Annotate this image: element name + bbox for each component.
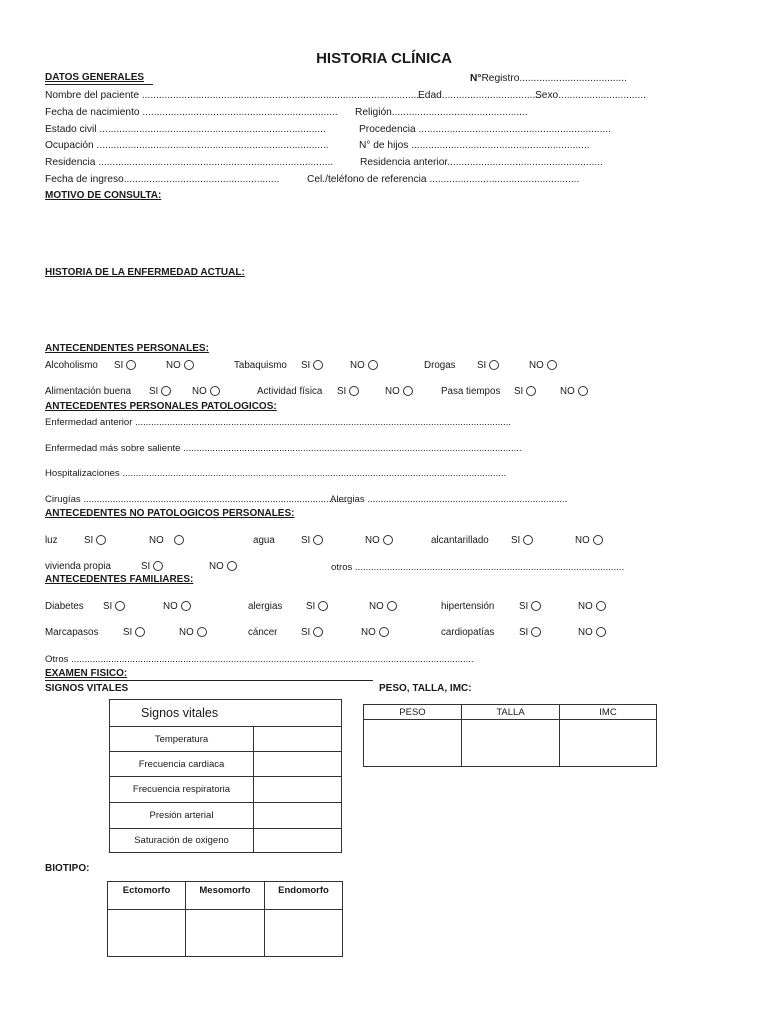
radio-icon (184, 360, 194, 370)
no-label: NO (560, 386, 575, 397)
peso-header: PESO (364, 705, 462, 720)
section-antecedentes-patologicos: ANTECEDENTES PERSONALES PATOLOGICOS: (45, 401, 277, 412)
marcapasos-label: Marcapasos (45, 627, 99, 638)
si-label: SI (477, 360, 487, 371)
section-examen-fisico: EXAMEN FISICO: (45, 668, 128, 679)
alcantarillado-no[interactable] (575, 534, 603, 547)
cirugias-field[interactable]: Cirugías ................................................................................................... (45, 494, 348, 505)
radio-icon (387, 601, 397, 611)
estado-civil-field[interactable]: Estado civil ................................................................................ (45, 124, 326, 135)
si-label: SI (301, 627, 311, 638)
vivienda-label: vivienda propia (45, 561, 111, 572)
otros-familiares-field[interactable]: Otros ....................................................................................................................................................... (45, 654, 474, 665)
hipertension-no[interactable] (578, 600, 606, 613)
alergias-field[interactable]: Alergias ........................................................................... (330, 494, 568, 505)
radio-icon (547, 360, 557, 370)
form-title: HISTORIA CLÍNICA (316, 50, 452, 67)
imc-cell[interactable] (560, 720, 657, 767)
radio-icon (313, 627, 323, 637)
si-label: SI (103, 601, 113, 612)
tabaquismo-si[interactable] (301, 359, 323, 372)
marcapasos-si[interactable] (123, 626, 145, 639)
si-label: SI (511, 535, 521, 546)
otros-no-patologicos-field[interactable]: otros ..................................................................................................... (331, 562, 625, 573)
no-label: NO (192, 386, 207, 397)
si-label: SI (337, 386, 347, 397)
signos-vitales-table (109, 699, 342, 853)
no-label: NO (149, 535, 164, 546)
si-label: SI (514, 386, 524, 397)
registro-field[interactable]: N°Registro...................................... (470, 73, 627, 84)
biotipo-label: BIOTIPO: (45, 863, 90, 874)
luz-si[interactable] (84, 534, 106, 547)
radio-icon (383, 535, 393, 545)
residencia-anterior-field[interactable]: Residencia anterior....................................................... (360, 157, 603, 168)
endomorfo-header: Endomorfo (265, 882, 343, 910)
signo-value-cell[interactable] (254, 829, 342, 853)
edad-field[interactable]: Edad................................... (418, 90, 541, 101)
mesomorfo-cell[interactable] (186, 910, 265, 957)
signo-label: Saturación de oxigeno (110, 829, 254, 853)
signo-value-cell[interactable] (254, 727, 342, 752)
radio-icon (526, 386, 536, 396)
si-label: SI (123, 627, 133, 638)
section-antecedentes-no-patologicos: ANTECEDENTES NO PATOLOGICOS PERSONALES: (45, 508, 295, 519)
si-label: SI (306, 601, 316, 612)
no-label: NO (166, 360, 181, 371)
radio-icon (318, 601, 328, 611)
diabetes-no[interactable] (163, 600, 191, 613)
signo-label: Presión arterial (110, 803, 254, 829)
peso-talla-imc-label: PESO, TALLA, IMC: (379, 683, 472, 694)
signo-label: Frecuencia cardiaca (110, 752, 254, 777)
no-label: NO (163, 601, 178, 612)
procedencia-field[interactable]: Procedencia .................................................................... (359, 124, 611, 135)
alcoholismo-si[interactable] (114, 359, 136, 372)
radio-icon (313, 360, 323, 370)
hipertension-si[interactable] (519, 600, 541, 613)
actividad-no[interactable] (385, 385, 413, 398)
signo-value-cell[interactable] (254, 803, 342, 829)
nombre-field[interactable]: Nombre del paciente .................................................................................................... (45, 90, 425, 101)
vivienda-si[interactable] (141, 560, 163, 573)
mesomorfo-header: Mesomorfo (186, 882, 265, 910)
no-label: NO (578, 601, 593, 612)
radio-icon (115, 601, 125, 611)
radio-icon (96, 535, 106, 545)
alcantarillado-si[interactable] (511, 534, 533, 547)
radio-icon (596, 627, 606, 637)
talla-cell[interactable] (462, 720, 560, 767)
section-underline (45, 84, 153, 85)
radio-icon (531, 601, 541, 611)
imc-header: IMC (560, 705, 657, 720)
cardiopatias-si[interactable] (519, 626, 541, 639)
no-label: NO (578, 627, 593, 638)
ectomorfo-header: Ectomorfo (108, 882, 186, 910)
alcantarillado-label: alcantarillado (431, 535, 489, 546)
section-antecedentes-familiares: ANTECEDENTES FAMILIARES: (45, 574, 194, 585)
talla-header: TALLA (462, 705, 560, 720)
alimentacion-si[interactable] (149, 385, 171, 398)
section-antecedentes-personales: ANTECENDENTES PERSONALES: (45, 343, 209, 354)
no-label: NO (361, 627, 376, 638)
radio-icon (153, 561, 163, 571)
section-motivo: MOTIVO DE CONSULTA: (45, 190, 162, 201)
no-label: NO (529, 360, 544, 371)
section-historia: HISTORIA DE LA ENFERMEDAD ACTUAL: (45, 267, 245, 278)
si-label: SI (519, 627, 529, 638)
registro-label: Registro...................................... (481, 73, 627, 84)
hospitalizaciones-field[interactable]: Hospitalizaciones ................................................................................................................................................ (45, 468, 507, 479)
radio-icon (126, 360, 136, 370)
section-underline (45, 680, 373, 681)
cardiopatias-no[interactable] (578, 626, 606, 639)
radio-icon (313, 535, 323, 545)
enfermedad-anterior-field[interactable]: Enfermedad anterior ............................................................................................................................................. (45, 417, 511, 428)
actividad-label: Actividad física (257, 386, 323, 397)
no-label: NO (369, 601, 384, 612)
drogas-si[interactable] (477, 359, 499, 372)
luz-no[interactable] (149, 534, 184, 547)
ectomorfo-cell[interactable] (108, 910, 186, 957)
sexo-field[interactable]: Sexo............................... (535, 90, 646, 101)
radio-icon (135, 627, 145, 637)
alcoholismo-no[interactable] (166, 359, 194, 372)
ocupacion-field[interactable]: Ocupación .................................................................................. (45, 140, 329, 151)
drogas-label: Drogas (424, 360, 456, 371)
no-label: NO (179, 627, 194, 638)
peso-cell[interactable] (364, 720, 462, 767)
no-label: NO (575, 535, 590, 546)
radio-icon (210, 386, 220, 396)
pasatiempos-no[interactable] (560, 385, 588, 398)
enfermedad-saliente-field[interactable]: Enfermedad más sobre saliente ............................................................................................................................... (45, 443, 522, 454)
hipertension-label: hipertensión (441, 601, 495, 612)
peso-talla-imc-table (363, 704, 657, 767)
actividad-si[interactable] (337, 385, 359, 398)
no-label: NO (365, 535, 380, 546)
no-label: NO (350, 360, 365, 371)
tabaquismo-no[interactable] (350, 359, 378, 372)
radio-icon (578, 386, 588, 396)
telefono-field[interactable]: Cel./teléfono de referencia ..................................................... (307, 174, 580, 185)
radio-icon (174, 535, 184, 545)
agua-no[interactable] (365, 534, 393, 547)
agua-label: agua (253, 535, 275, 546)
alcoholismo-label: Alcoholismo (45, 360, 98, 371)
biotipo-table (107, 881, 343, 957)
si-label: SI (141, 561, 151, 572)
si-label: SI (301, 360, 311, 371)
radio-icon (197, 627, 207, 637)
alimentacion-no[interactable] (192, 385, 220, 398)
fam-alergias-no[interactable] (369, 600, 397, 613)
fam-alergias-label: alergias (248, 601, 283, 612)
marcapasos-no[interactable] (179, 626, 207, 639)
radio-icon (403, 386, 413, 396)
cancer-si[interactable] (301, 626, 323, 639)
radio-icon (227, 561, 237, 571)
hijos-field[interactable]: N° de hijos ............................................................... (359, 140, 590, 151)
radio-icon (489, 360, 499, 370)
radio-icon (531, 627, 541, 637)
drogas-no[interactable] (529, 359, 557, 372)
residencia-field[interactable]: Residencia ................................................................................... (45, 157, 334, 168)
no-label: NO (385, 386, 400, 397)
section-datos-generales: DATOS GENERALES (45, 72, 145, 83)
cancer-label: cáncer (248, 627, 278, 638)
signos-vitales-header: Signos vitales (110, 700, 342, 727)
si-label: SI (301, 535, 311, 546)
nacimiento-field[interactable]: Fecha de nacimiento ..................................................................... (45, 107, 338, 118)
signo-label: Temperatura (110, 727, 254, 752)
tabaquismo-label: Tabaquismo (234, 360, 287, 371)
diabetes-si[interactable] (103, 600, 125, 613)
signos-vitales-label: SIGNOS VITALES (45, 683, 129, 694)
cardiopatias-label: cardiopatías (441, 627, 495, 638)
cancer-no[interactable] (361, 626, 389, 639)
ingreso-field[interactable]: Fecha de ingreso....................................................... (45, 174, 280, 185)
signo-label: Frecuencia respiratoria (110, 777, 254, 803)
radio-icon (161, 386, 171, 396)
si-label: SI (519, 601, 529, 612)
radio-icon (379, 627, 389, 637)
vivienda-no[interactable] (209, 560, 237, 573)
signo-value-cell[interactable] (254, 777, 342, 803)
diabetes-label: Diabetes (45, 601, 84, 612)
no-label: NO (209, 561, 224, 572)
si-label: SI (114, 360, 124, 371)
radio-icon (596, 601, 606, 611)
radio-icon (523, 535, 533, 545)
si-label: SI (149, 386, 159, 397)
radio-icon (349, 386, 359, 396)
pasatiempos-label: Pasa tiempos (441, 386, 501, 397)
fam-alergias-si[interactable] (306, 600, 328, 613)
radio-icon (593, 535, 603, 545)
radio-icon (181, 601, 191, 611)
pasatiempos-si[interactable] (514, 385, 536, 398)
agua-si[interactable] (301, 534, 323, 547)
radio-icon (368, 360, 378, 370)
si-label: SI (84, 535, 94, 546)
signo-value-cell[interactable] (254, 752, 342, 777)
alimentacion-label: Alimentación buena (45, 386, 132, 397)
luz-label: luz (45, 535, 58, 546)
endomorfo-cell[interactable] (265, 910, 343, 957)
religion-field[interactable]: Religión................................................ (355, 107, 528, 118)
